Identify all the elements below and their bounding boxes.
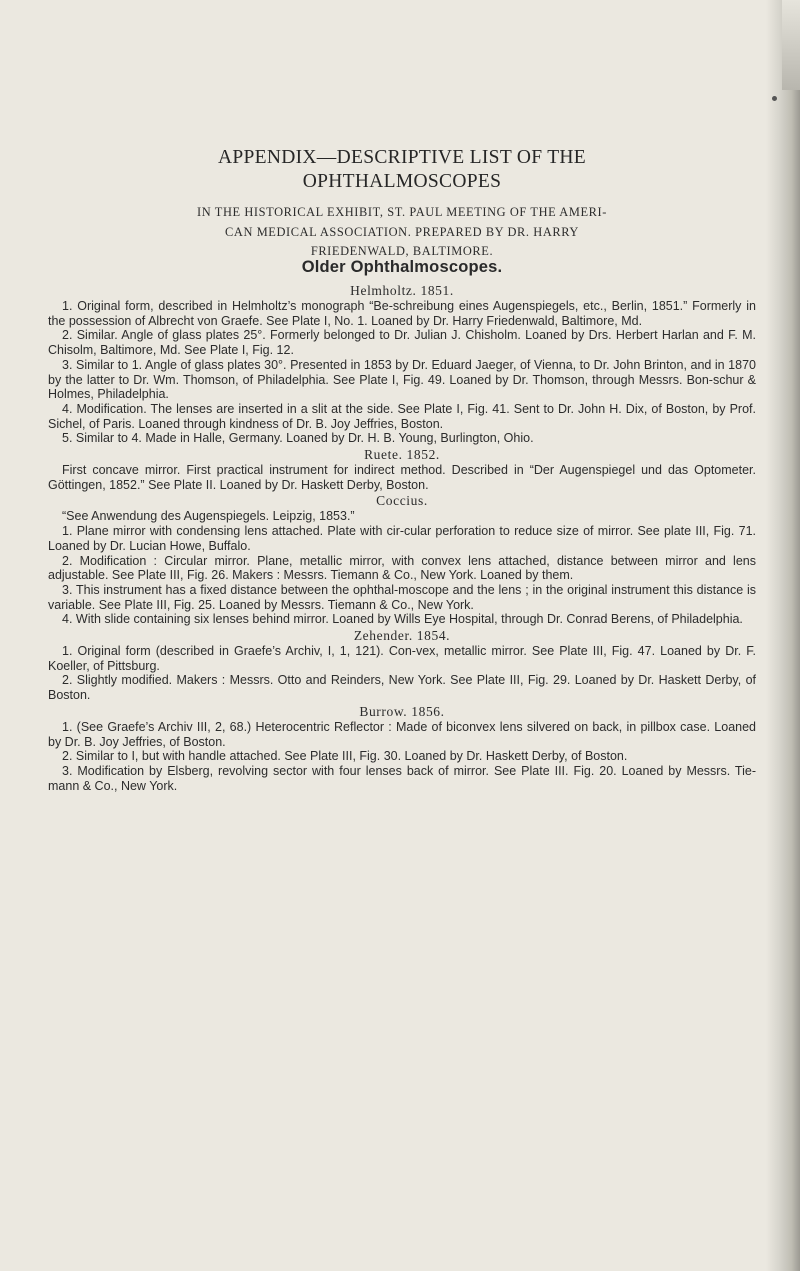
page-title bbox=[48, 146, 756, 194]
entry-coccius-0: “See Anwendung des Augenspiegels. Leipzig, 1853.” bbox=[62, 509, 355, 524]
entry-coccius-1: 1. Plane mirror with condensing lens attached. Plate with cir-cular perforation to reduce size of mirror. See plate III, Fig. 71. Loaned by Dr. Lucian Howe, Buffalo. bbox=[48, 524, 756, 553]
heading-burrow: Burrow. 1856. bbox=[359, 703, 445, 719]
entry-coccius-3: 3. This instrument has a fixed distance between the ophthal-moscope and the lens ; in the original instrument this distance is variable. See Plate III, Fig. 25. Loaned by Messrs. Tiemann & Co., New York. bbox=[48, 582, 756, 612]
title-line-1: APPENDIX—DESCRIPTIVE LIST OF THE bbox=[217, 147, 587, 168]
entry-coccius-4: 4. With slide containing six lenses behind mirror. Loaned by Wills Eye Hospital, through Dr. Conrad Berens, of Philadelphia. bbox=[62, 612, 743, 627]
intro-note bbox=[48, 203, 756, 262]
entry-coccius-2: 2. Modification : Circular mirror. Plane, metallic mirror, with convex lens attached, distance between mirror and lens adjustable. See Plate III, Fig. 26. Makers : Messrs. Tiemann & Co., New York. Loaned by them. bbox=[48, 553, 756, 583]
entries-body bbox=[48, 283, 756, 793]
intro-line-2: CAN MEDICAL ASSOCIATION. PREPARED BY DR. HARRY bbox=[225, 224, 579, 239]
entry-zehender-1: 1. Original form (described in Graefe’s Archiv, I, 1, 121). Con-vex, metallic mirror. See Plate III, Fig. 47. Loaned by Dr. F. Koeller, of Pittsburg. bbox=[48, 644, 756, 673]
page-edge-shadow bbox=[766, 0, 800, 1271]
entry-burrow-2: 2. Similar to I, but with handle attached. See Plate III, Fig. 30. Loaned by Dr. Haskett Derby, of Boston. bbox=[62, 749, 628, 764]
entry-helmholtz-4: 4. Modification. The lenses are inserted in a slit at the side. See Plate I, Fig. 41. Sent to Dr. John H. Dix, of Boston, by Prof. Sichel, of Paris. Loaned through kindness of Dr. B. Joy Jeffries, Boston. bbox=[48, 401, 756, 431]
heading-zehender: Zehender. 1854. bbox=[353, 628, 451, 644]
entry-helmholtz-2: 2. Similar. Angle of glass plates 25°. Formerly belonged to Dr. Julian J. Chisholm. Loaned by Drs. Herbert Harlan and F. M. Chisolm, Baltimore, Md. See Plate I, Fig. 12. bbox=[48, 328, 756, 358]
intro-line-3: FRIEDENWALD, BALTIMORE. bbox=[310, 244, 494, 258]
entry-zehender-2: 2. Slightly modified. Makers : Messrs. Otto and Reinders, New York. See Plate III, Fig. 29. Loaned by Dr. Haskett Derby, of Boston. bbox=[48, 673, 756, 703]
intro-line-1: IN THE HISTORICAL EXHIBIT, ST. PAUL MEETING OF THE AMERI- bbox=[197, 205, 607, 219]
entry-helmholtz-3: 3. Similar to 1. Angle of glass plates 30°. Presented in 1853 by Dr. Eduard Jaeger, of Vienna, to Dr. John Brinton, and in 1870 by the latter to Dr. Wm. Thomson, of Philadelphia. See Plate I, Fig. 49. Loaned by Dr. Thomson, through Messrs. Bon-schur & Holmes, Philadelphia. bbox=[48, 357, 756, 402]
heading-coccius: Coccius. bbox=[376, 493, 428, 509]
entry-burrow-1: 1. (See Graefe’s Archiv III, 2, 68.) Heterocentric Reflector : Made of biconvex lens silvered on back, in pillbox case. Loaned by Dr. B. Joy Jeffries, of Boston. bbox=[48, 719, 756, 749]
entry-burrow-3: 3. Modification by Elsberg, revolving sector with four lenses back of mirror. See Plate III. Fig. 20. Loaned by Messrs. Tie-mann & Co., New York. bbox=[48, 763, 756, 793]
heading-helmholtz: Helmholtz. 1851. bbox=[350, 283, 454, 298]
title-line-2: OPHTHALMOSCOPES bbox=[302, 171, 502, 192]
page-corner-stain bbox=[782, 0, 800, 90]
section-subheading: Older Ophthalmoscopes. bbox=[301, 258, 503, 276]
entry-helmholtz-5: 5. Similar to 4. Made in Halle, Germany. Loaned by Dr. H. B. Young, Burlington, Ohio. bbox=[62, 431, 534, 446]
heading-ruete: Ruete. 1852. bbox=[364, 447, 440, 463]
entry-ruete-1: First concave mirror. First practical instrument for indirect method. Described in “Der Augenspiegel und das Optometer. Göttingen, 1852.” See Plate II. Loaned by Dr. Haskett Derby, Boston. bbox=[48, 463, 756, 492]
ink-speck bbox=[772, 96, 777, 101]
entry-helmholtz-1: 1. Original form, described in Helmholtz’s monograph “Be-schreibung eines Augenspiegels, etc., Berlin, 1851.” Formerly in the possession of Albrecht von Graefe. See Plate I, No. 1. Loaned by Dr. Harry Friedenwald, Baltimore, Md. bbox=[48, 299, 756, 328]
